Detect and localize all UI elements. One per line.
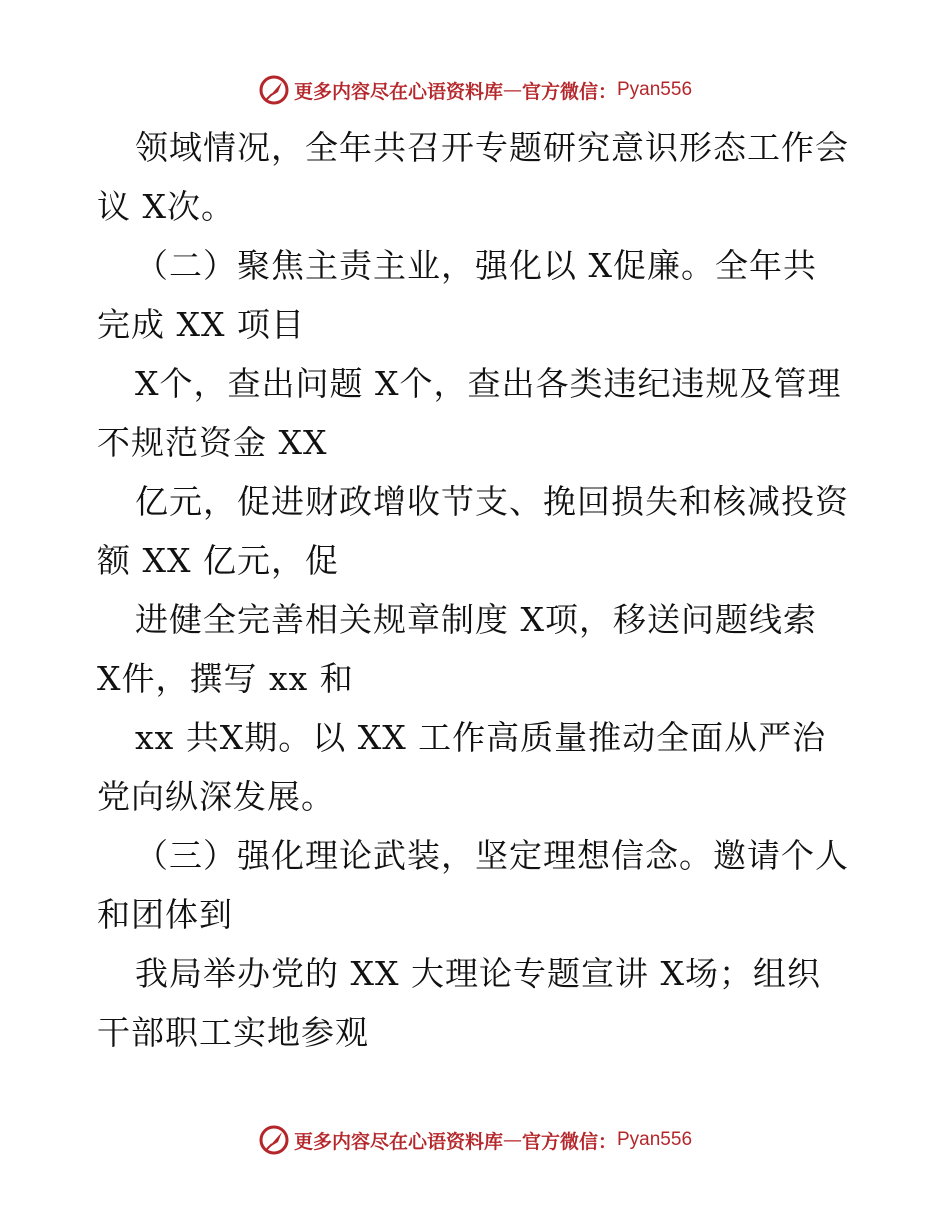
body-line: 我局举办党的 XX 大理论专题宣讲 X场；组织 [135, 954, 821, 993]
header-banner [0, 70, 950, 110]
body-line: （三）强化理论武装，坚定理想信念。邀请个人 [135, 836, 849, 875]
document-body [97, 118, 857, 1062]
quill-logo-icon [258, 74, 290, 106]
body-line: 议 X次。 [97, 187, 235, 226]
footer-separator: — [502, 1129, 522, 1151]
footer-site-name: 更多内容尽在心语资料库 [293, 1130, 503, 1153]
body-line: 亿元，促进财政增收节支、挽回损失和核减投资 [135, 482, 849, 521]
header-separator: — [502, 79, 522, 101]
body-line: 干部职工实地参观 [97, 1013, 369, 1052]
header-wechat-id: Pyan556 [617, 79, 693, 100]
body-line: xx 共X期。以 XX 工作高质量推动全面从严治 [135, 718, 827, 757]
body-line: 进健全完善相关规章制度 X项，移送问题线索 [135, 600, 817, 639]
body-line: 完成 XX 项目 [97, 305, 305, 344]
body-line: 额 XX 亿元，促 [97, 541, 339, 580]
body-line: 和团体到 [97, 895, 233, 934]
body-line: X个，查出问题 X个，查出各类违纪违规及管理 [135, 364, 842, 403]
footer-wechat-id: Pyan556 [617, 1129, 693, 1150]
footer-wechat-label: 官方微信： [521, 1130, 617, 1153]
body-line: 领域情况，全年共召开专题研究意识形态工作会 [135, 128, 849, 167]
header-wechat-label: 官方微信： [521, 80, 617, 103]
header-site-name: 更多内容尽在心语资料库 [293, 80, 503, 103]
body-line: 不规范资金 XX [97, 423, 328, 462]
body-line: 党向纵深发展。 [97, 777, 335, 816]
quill-logo-icon [258, 1124, 290, 1156]
footer-banner [0, 1120, 950, 1160]
body-line: （二）聚焦主责主业，强化以 X促廉。全年共 [135, 246, 817, 285]
body-line: X件，撰写 xx 和 [97, 659, 354, 698]
